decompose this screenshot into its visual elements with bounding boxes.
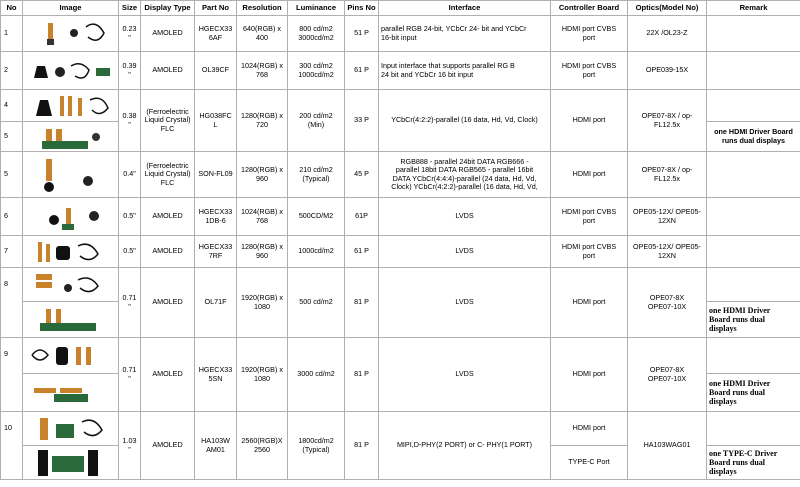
product-image xyxy=(23,338,119,374)
table-row xyxy=(1,236,800,268)
header-interface: Interface xyxy=(379,1,551,16)
header-display-type: Display Type xyxy=(141,1,195,16)
driver-board-image xyxy=(26,378,116,408)
header-size: Size xyxy=(119,1,141,16)
remark xyxy=(707,152,800,198)
luminance: 200 cd/m2 (Min) xyxy=(288,90,345,152)
product-image xyxy=(23,52,119,90)
product-image xyxy=(23,16,119,52)
controller-board: HDMI port xyxy=(551,268,628,338)
display-type: AMOLED xyxy=(141,236,195,268)
header-part-no: Part No xyxy=(195,1,237,16)
microdisplay-kit-image xyxy=(26,414,116,444)
interface: RGB888 - parallel 24bit DATA RGB666 - parallel 18bit DATA RGB565 - parallel 16bit DATA YCbCr(4:4:4)-parallel (24 data, Hd, Vd, Clock) YCbCr(4:2:2)-parallel (16 data, Hd, Vd, xyxy=(379,152,551,198)
microdisplay-kit-image xyxy=(26,202,116,232)
size: 0.39 " xyxy=(119,52,141,90)
pins: 45 P xyxy=(345,152,379,198)
size: 0.5" xyxy=(119,198,141,236)
controller-board: HDMI port xyxy=(551,152,628,198)
driver-board-image xyxy=(26,123,116,151)
table-row xyxy=(1,268,800,302)
resolution: 2560(RGB)X 2560 xyxy=(237,412,288,480)
table-row xyxy=(1,52,800,90)
microdisplay-kit-image xyxy=(26,238,116,266)
display-type: AMOLED xyxy=(141,268,195,338)
part-no: OL39CF xyxy=(195,52,237,90)
resolution: 1280(RGB) x 960 xyxy=(237,152,288,198)
product-image xyxy=(23,122,119,152)
row-no: 4 xyxy=(1,90,23,122)
header-image: Image xyxy=(23,1,119,16)
interface: parallel RGB 24-bit, YCbCr 24- bit and YCbCr 16-bit input xyxy=(379,16,551,52)
remark xyxy=(707,52,800,90)
resolution: 1280(RGB) x 720 xyxy=(237,90,288,152)
remark xyxy=(707,16,800,52)
table-row xyxy=(1,152,800,198)
product-image xyxy=(23,198,119,236)
product-image xyxy=(23,302,119,338)
part-no: SON-FL09 xyxy=(195,152,237,198)
pins: 61 P xyxy=(345,236,379,268)
product-image xyxy=(23,412,119,446)
pins: 81 P xyxy=(345,268,379,338)
size: 1.03 " xyxy=(119,412,141,480)
luminance: 500CD/M2 xyxy=(288,198,345,236)
microdisplay-kit-image xyxy=(26,19,116,49)
pins: 61 P xyxy=(345,52,379,90)
controller-board: HDMI port xyxy=(551,338,628,412)
interface: LVDS xyxy=(379,338,551,412)
controller-board: HDMI port CVBS port xyxy=(551,52,628,90)
pins: 81 P xyxy=(345,412,379,480)
microdisplay-kit-image xyxy=(26,155,116,195)
remark: one TYPE-C Driver Board runs dual displays xyxy=(707,446,800,480)
part-no: HGECX33 7RF xyxy=(195,236,237,268)
pins: 33 P xyxy=(345,90,379,152)
size: 0.4" xyxy=(119,152,141,198)
part-no: OL71F xyxy=(195,268,237,338)
optics: OPE05-12X/ OPE05- 12XN xyxy=(628,198,707,236)
row-no: 1 xyxy=(1,16,23,52)
interface: YCbCr(4:2:2)-parallel (16 data, Hd, Vd, Clock) xyxy=(379,90,551,152)
driver-board-image xyxy=(26,448,116,478)
pins: 61P xyxy=(345,198,379,236)
controller-board: HDMI port CVBS port xyxy=(551,16,628,52)
display-type: AMOLED xyxy=(141,198,195,236)
microdisplay-kit-image xyxy=(26,56,116,86)
size: 0.71 " xyxy=(119,268,141,338)
table-row xyxy=(1,412,800,446)
remark-empty xyxy=(707,412,800,446)
table-row xyxy=(1,16,800,52)
size: 0.5" xyxy=(119,236,141,268)
remark: one HDMI Driver Board runs dual displays xyxy=(707,374,800,412)
interface: LVDS xyxy=(379,268,551,338)
interface: LVDS xyxy=(379,198,551,236)
part-no: HGECX33 6AF xyxy=(195,16,237,52)
pins: 51 P xyxy=(345,16,379,52)
interface: Input interface that supports parallel RG B 24 bit and YCbCr 16 bit input xyxy=(379,52,551,90)
product-image xyxy=(23,268,119,302)
row-no: 7 xyxy=(1,236,23,268)
optics: HA103WAG01 xyxy=(628,412,707,480)
controller-board: HDMI port xyxy=(551,412,628,446)
optics: OPE07-8X OPE07-10X xyxy=(628,268,707,338)
driver-board-image xyxy=(26,305,116,335)
pins: 81 P xyxy=(345,338,379,412)
microdisplay-kit-image xyxy=(26,92,116,120)
table-row xyxy=(1,338,800,374)
display-type: AMOLED xyxy=(141,52,195,90)
remark xyxy=(707,198,800,236)
product-image xyxy=(23,236,119,268)
remark-empty xyxy=(707,338,800,374)
controller-board: HDMI port xyxy=(551,90,628,152)
interface: LVDS xyxy=(379,236,551,268)
controller-board: HDMI port CVBS port xyxy=(551,198,628,236)
size: 0.38 " xyxy=(119,90,141,152)
product-image xyxy=(23,374,119,412)
luminance: 210 cd/m2 (Typical) xyxy=(288,152,345,198)
resolution: 1024(RGB) x 768 xyxy=(237,52,288,90)
header-remark: Remark xyxy=(707,1,800,16)
resolution: 640(RGB) x 400 xyxy=(237,16,288,52)
product-image xyxy=(23,90,119,122)
display-type: (Ferroelectric Liquid Crystal) FLC xyxy=(141,90,195,152)
interface: MIPI,D-PHY(2 PORT) or C- PHY(1 PORT) xyxy=(379,412,551,480)
resolution: 1920(RGB) x 1080 xyxy=(237,268,288,338)
header-luminance: Luminance xyxy=(288,1,345,16)
header-pins-no: Pins No xyxy=(345,1,379,16)
remark-empty xyxy=(707,268,800,302)
header-no: No xyxy=(1,1,23,16)
resolution: 1280(RGB) x 960 xyxy=(237,236,288,268)
part-no: HG038FC L xyxy=(195,90,237,152)
remark: one HDMI Driver Board runs dual displays xyxy=(707,122,800,152)
luminance: 800 cd/m2 3000cd/m2 xyxy=(288,16,345,52)
resolution: 1024(RGB) x 768 xyxy=(237,198,288,236)
controller-board: HDMI port CVBS port xyxy=(551,236,628,268)
table-row xyxy=(1,198,800,236)
row-no: 8 xyxy=(1,268,23,338)
luminance: 1000cd/m2 xyxy=(288,236,345,268)
display-type: (Ferroelectric Liquid Crystal) FLC xyxy=(141,152,195,198)
remark: one HDMI Driver Board runs dual displays xyxy=(707,302,800,338)
display-type: AMOLED xyxy=(141,16,195,52)
optics: OPE07-8X OPE07-10X xyxy=(628,338,707,412)
controller-board-2: TYPE-C Port xyxy=(551,446,628,480)
optics: OPE05-12X/ OPE05- 12XN xyxy=(628,236,707,268)
remark xyxy=(707,236,800,268)
header-controller-board: Controller Board xyxy=(551,1,628,16)
optics: OPE07-8X / op- FL12.5x xyxy=(628,152,707,198)
optics: 22X /OL23-Z xyxy=(628,16,707,52)
optics: OPE039-15X xyxy=(628,52,707,90)
resolution: 1920(RGB) x 1080 xyxy=(237,338,288,412)
display-type: AMOLED xyxy=(141,412,195,480)
product-image xyxy=(23,446,119,480)
luminance: 300 cd/m2 1000cd/m2 xyxy=(288,52,345,90)
header-row xyxy=(1,1,800,16)
header-resolution: Resolution xyxy=(237,1,288,16)
table-row xyxy=(1,90,800,122)
microdisplay-kit-image xyxy=(26,341,116,371)
remark-empty xyxy=(707,90,800,122)
row-no: 10 xyxy=(1,412,23,480)
microdisplay-kit-image xyxy=(26,270,116,300)
part-no: HGECX33 1DB-6 xyxy=(195,198,237,236)
product-image xyxy=(23,152,119,198)
row-no: 9 xyxy=(1,338,23,412)
row-no: 5 xyxy=(1,122,23,152)
part-no: HA103W AM01 xyxy=(195,412,237,480)
luminance: 3000 cd/m2 xyxy=(288,338,345,412)
size: 0.71 " xyxy=(119,338,141,412)
display-type: AMOLED xyxy=(141,338,195,412)
size: 0.23 " xyxy=(119,16,141,52)
row-no: 5 xyxy=(1,152,23,198)
row-no: 6 xyxy=(1,198,23,236)
row-no: 2 xyxy=(1,52,23,90)
luminance: 500 cd/m2 xyxy=(288,268,345,338)
part-no: HGECX33 5SN xyxy=(195,338,237,412)
header-optics: Optics(Model No) xyxy=(628,1,707,16)
optics: OPE07-8X / op- FL12.5x xyxy=(628,90,707,152)
luminance: 1800cd/m2 (Typical) xyxy=(288,412,345,480)
